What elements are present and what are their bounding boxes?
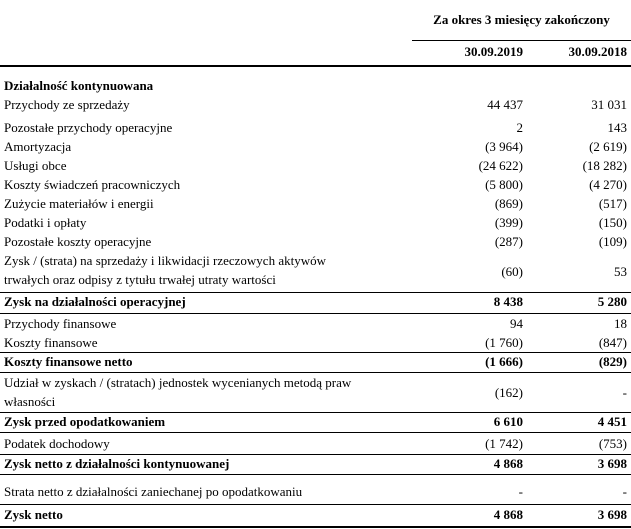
value-2019: 4 868: [493, 507, 523, 522]
row-rule: [0, 504, 631, 505]
col1-date: 30.09.2019: [464, 44, 523, 59]
value-2018: 4 451: [597, 414, 627, 429]
value-2019: (24 622): [478, 158, 523, 173]
value-2018: (18 282): [582, 158, 627, 173]
value-2019: (162): [494, 385, 523, 400]
value-2018: (4 270): [589, 177, 627, 192]
row-rule: [0, 372, 631, 373]
value-2018: -: [622, 385, 627, 400]
value-2018: (517): [598, 196, 627, 211]
value-2019: 6 610: [493, 414, 523, 429]
col2-date: 30.09.2018: [568, 44, 627, 59]
row-label: Przychody finansowe: [4, 316, 117, 331]
value-2018: 3 698: [597, 507, 627, 522]
row-rule: [0, 412, 631, 413]
row-label-line2: własności: [4, 394, 56, 409]
value-2018: 3 698: [597, 456, 627, 471]
row-rule: [0, 454, 631, 455]
row-label: Przychody ze sprzedaży: [4, 97, 130, 112]
value-2019: (3 964): [485, 139, 523, 154]
value-2018: 53: [614, 264, 627, 279]
value-2018: (829): [598, 354, 627, 369]
section-title: Działalność kontynuowana: [4, 78, 154, 93]
row-label: Strata netto z działalności zaniechanej po opodatkowaniu: [4, 484, 303, 499]
header-rule: [412, 40, 631, 41]
value-2019: (1 760): [485, 335, 523, 350]
row-label: Zysk przed opodatkowaniem: [4, 414, 166, 429]
value-2019: (5 800): [485, 177, 523, 192]
row-rule: [0, 432, 631, 433]
row-label-line2: trwałych oraz odpisy z tytułu trwałej utraty wartości: [4, 272, 276, 287]
value-2019: (1 742): [485, 436, 523, 451]
value-2018: -: [622, 484, 627, 499]
value-2018: (109): [598, 234, 627, 249]
table-bottom-rule: [0, 526, 631, 528]
value-2018: 5 280: [597, 294, 627, 309]
row-rule: [0, 474, 631, 475]
value-2019: (399): [494, 215, 523, 230]
row-label: Koszty finansowe netto: [4, 354, 133, 369]
row-rule: [0, 292, 631, 293]
value-2019: 8 438: [493, 294, 523, 309]
value-2019: 4 868: [493, 456, 523, 471]
value-2019: (60): [501, 264, 523, 279]
row-label: Pozostałe koszty operacyjne: [4, 234, 152, 249]
row-rule: [0, 313, 631, 314]
value-2019: (1 666): [485, 354, 523, 369]
row-label: Koszty świadczeń pracowniczych: [4, 177, 181, 192]
row-label: Zysk netto: [4, 507, 63, 522]
row-label: Zysk na działalności operacyjnej: [4, 294, 186, 309]
row-label: Zysk netto z działalności kontynuowanej: [4, 456, 230, 471]
value-2018: 18: [614, 316, 627, 331]
value-2018: 143: [607, 120, 627, 135]
value-2019: (287): [494, 234, 523, 249]
value-2018: (753): [598, 436, 627, 451]
row-label: Koszty finansowe: [4, 335, 98, 350]
value-2018: (150): [598, 215, 627, 230]
row-label: Pozostałe przychody operacyjne: [4, 120, 173, 135]
row-label-line1: Zysk / (strata) na sprzedaży i likwidacji rzeczowych aktywów: [4, 253, 326, 268]
period-title: Za okres 3 miesięcy zakończony: [433, 12, 610, 27]
row-label: Zużycie materiałów i energii: [4, 196, 154, 211]
row-label: Podatki i opłaty: [4, 215, 87, 230]
row-label: Usługi obce: [4, 158, 67, 173]
value-2018: (847): [598, 335, 627, 350]
row-rule: [0, 352, 631, 353]
value-2019: 94: [510, 316, 523, 331]
header-bottom-rule: [0, 65, 631, 67]
row-label: Podatek dochodowy: [4, 436, 110, 451]
value-2019: 44 437: [487, 97, 523, 112]
value-2018: 31 031: [591, 97, 627, 112]
row-label: Amortyzacja: [4, 139, 72, 154]
value-2019: -: [518, 484, 523, 499]
row-label-line1: Udział w zyskach / (stratach) jednostek wycenianych metodą praw: [4, 375, 352, 390]
value-2019: 2: [516, 120, 523, 135]
value-2019: (869): [494, 196, 523, 211]
value-2018: (2 619): [589, 139, 627, 154]
